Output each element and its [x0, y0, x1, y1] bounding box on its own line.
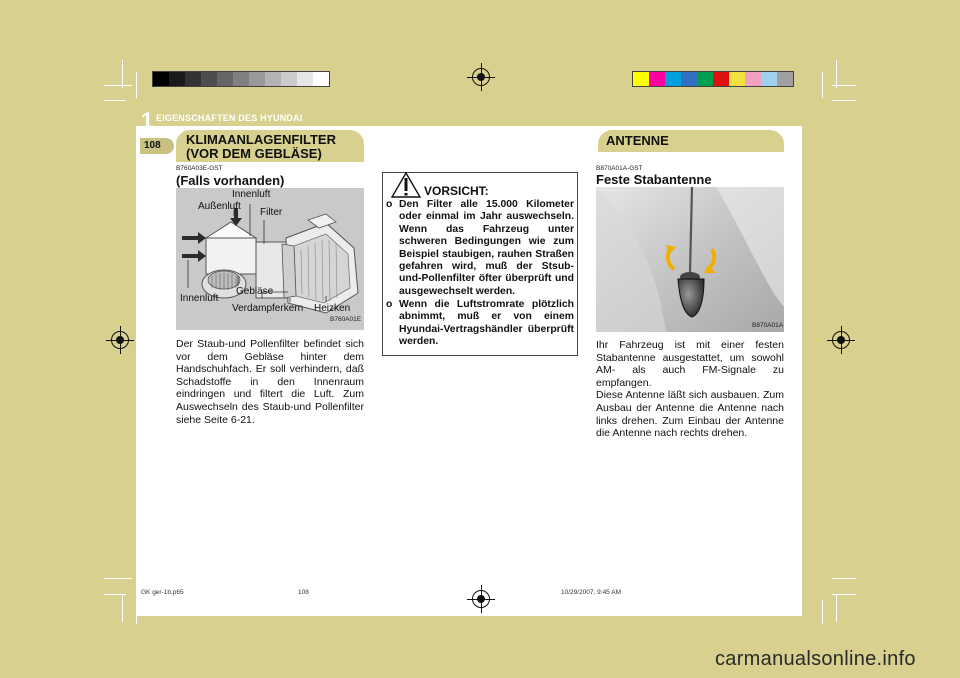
chapter-number: 1	[141, 108, 154, 133]
body-text-antenne: Ihr Fahrzeug ist mit einer festen Stabantenne ausgestattet, um sowohl AM- als auch FM-Signale zu empfangen. Diese Antenne läßt sich ausbauen. Zum Ausbau der Antenne die Antenne nach links drehen. Zum Einbau der Antenne die Antenne nach rechts drehen.	[596, 339, 784, 440]
footer-page: 108	[298, 589, 309, 596]
antenna-illustration	[596, 187, 784, 332]
color-swatch	[297, 72, 313, 86]
color-swatch	[153, 72, 169, 86]
color-swatch	[665, 72, 681, 86]
reference-code: B760A03E-GST	[176, 165, 223, 172]
grayscale-color-bar	[152, 71, 330, 87]
label-innenluft-top: Innenluft	[232, 189, 271, 200]
color-swatch	[633, 72, 649, 86]
color-swatch	[233, 72, 249, 86]
crop-mark	[122, 594, 123, 622]
color-swatch	[313, 72, 329, 86]
crop-mark	[104, 578, 132, 579]
page-number: 108	[140, 138, 174, 154]
color-swatch	[697, 72, 713, 86]
color-swatch	[681, 72, 697, 86]
footer-file: GK ger-1b.p65	[141, 589, 184, 596]
color-swatch	[249, 72, 265, 86]
crop-mark	[822, 72, 823, 98]
label-aussenluft: Außenluft	[198, 201, 241, 212]
color-swatch	[281, 72, 297, 86]
color-swatch	[649, 72, 665, 86]
registration-mark-icon	[472, 590, 490, 608]
color-swatch	[201, 72, 217, 86]
color-swatch	[217, 72, 233, 86]
warning-title: VORSICHT:	[424, 184, 489, 198]
color-swatch	[713, 72, 729, 86]
label-filter: Filter	[260, 207, 283, 218]
figure-code: B760A01E	[330, 316, 362, 323]
figure-code: B870A01A	[752, 322, 784, 329]
subheading-falls-vorhanden: (Falls vorhanden)	[176, 173, 285, 188]
crop-mark	[822, 600, 823, 624]
color-swatch	[729, 72, 745, 86]
registration-mark-icon	[472, 68, 490, 86]
registration-mark-icon	[111, 331, 129, 349]
crop-mark	[136, 72, 137, 98]
crop-mark	[104, 85, 132, 86]
antenna-photo	[596, 187, 784, 332]
warning-item: Wenn die Luftstromrate plötzlich abnimmt, muß er von einem Hyundai-Vertragshändler überprüft werden.	[399, 299, 574, 348]
footer-timestamp: 10/29/2007, 9:45 AM	[561, 589, 621, 596]
subheading-feste-stabantenne: Feste Stabantenne	[596, 172, 712, 187]
crop-mark	[832, 100, 856, 101]
crop-mark	[832, 578, 856, 579]
process-color-bar	[632, 71, 794, 87]
color-swatch	[761, 72, 777, 86]
crop-mark	[832, 85, 856, 86]
bullet: o	[386, 199, 393, 210]
crop-mark	[832, 594, 856, 595]
registration-mark-icon	[832, 331, 850, 349]
chapter-title: EIGENSCHAFTEN DES HYUNDAI	[156, 113, 303, 123]
label-verdampferkern: Verdampferkern	[232, 303, 304, 314]
color-swatch	[265, 72, 281, 86]
bullet: o	[386, 299, 393, 310]
section-title-antenne: ANTENNE	[606, 133, 669, 148]
crop-mark	[122, 60, 123, 88]
crop-mark	[104, 100, 126, 101]
label-innenluft-bottom: Innenluft	[180, 293, 219, 304]
color-swatch	[745, 72, 761, 86]
section-title-klimaanlagenfilter: KLIMAANLAGENFILTER (VOR DEM GEBLÄSE)	[186, 132, 336, 161]
color-swatch	[185, 72, 201, 86]
warning-item: Den Filter alle 15.000 Kilometer oder einmal im Jahr auswechseln. Wenn das Fahrzeug unter schweren Bedingungen wie zum Beispiel staubigen, rauhen Straßen gefahren wird, muß der Stsub- und-Pollenfilter öfter überprüft und ausgewechselt werden.	[399, 199, 574, 297]
watermark-text: carmanualsonline.info	[715, 648, 916, 670]
label-geblaese: Gebläse	[236, 286, 274, 297]
body-text-filter: Der Staub-und Pollenfilter befindet sich vor dem Gebläse hinter dem Handschuhfach. Er soll verhindern, daß Schadstoffe in den Innenraum eindringen und filtert die Luft. Zum Auswechseln des Staub-und Pollenfilter siehe Seite 6-21.	[176, 338, 364, 426]
crop-mark	[836, 594, 837, 622]
reference-code: B870A01A-GST	[596, 165, 643, 172]
crop-mark	[836, 60, 837, 88]
crop-mark	[136, 600, 137, 624]
color-swatch	[777, 72, 793, 86]
color-swatch	[169, 72, 185, 86]
label-heizken: Heizken	[314, 303, 351, 314]
